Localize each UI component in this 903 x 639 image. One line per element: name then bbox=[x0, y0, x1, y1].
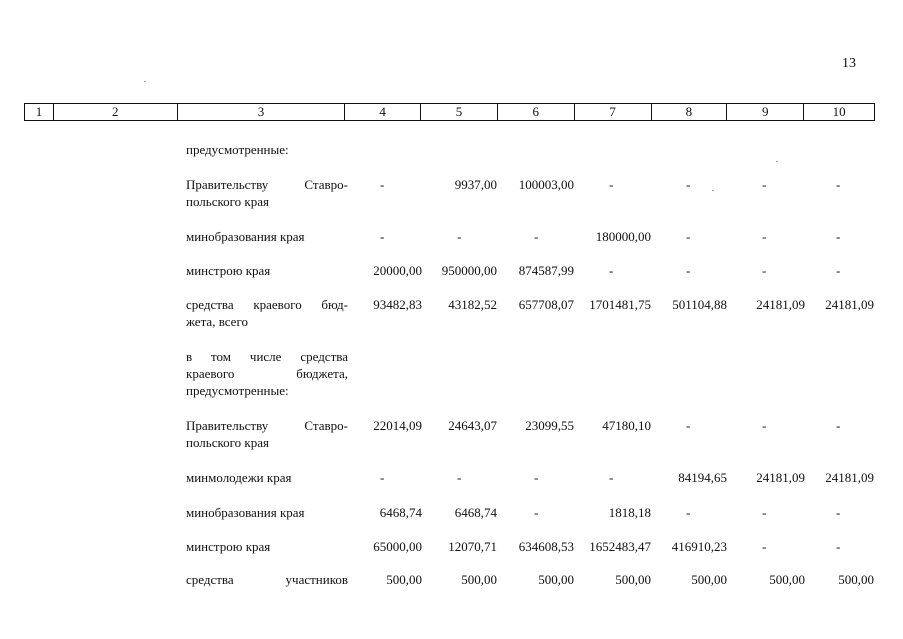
table-cell: - bbox=[836, 505, 841, 520]
table-cell: - bbox=[836, 539, 841, 554]
table-cell: - bbox=[609, 263, 614, 278]
table-cell: 24181,09 bbox=[756, 470, 805, 485]
row-label-line: Правительству Ставро- bbox=[186, 418, 348, 433]
table-cell: - bbox=[836, 229, 841, 244]
table-cell: 500,00 bbox=[538, 572, 574, 587]
table-cell: - bbox=[836, 263, 841, 278]
table-cell: 84194,65 bbox=[678, 470, 727, 485]
row-label-line: минмолодежи края bbox=[186, 470, 292, 485]
row-label-line: предусмотренные: bbox=[186, 383, 289, 398]
table-cell: 874587,99 bbox=[518, 263, 574, 278]
row-label-line: минобразования края bbox=[186, 229, 305, 244]
table-cell: - bbox=[534, 505, 539, 520]
scan-speck bbox=[712, 190, 714, 191]
table-cell: 1652483,47 bbox=[589, 539, 651, 554]
row-label-line: польского края bbox=[186, 194, 269, 209]
row-label bbox=[186, 262, 348, 279]
row-label bbox=[186, 469, 348, 486]
header-cell-3: 3 bbox=[178, 104, 346, 120]
table-cell: 657708,07 bbox=[518, 297, 574, 312]
row-label bbox=[186, 141, 348, 158]
header-cell-7: 7 bbox=[575, 104, 652, 120]
table-cell: 1701481,75 bbox=[589, 297, 651, 312]
row-label-line: минстрою края bbox=[186, 263, 271, 278]
table-cell: 65000,00 bbox=[373, 539, 422, 554]
table-cell: 43182,52 bbox=[448, 297, 497, 312]
row-label bbox=[186, 571, 348, 588]
table-cell: - bbox=[762, 539, 767, 554]
table-cell: 47180,10 bbox=[602, 418, 651, 433]
table-cell: - bbox=[686, 229, 691, 244]
row-label-line: средства краевого бюд- bbox=[186, 297, 348, 312]
table-cell: 93482,83 bbox=[373, 297, 422, 312]
table-cell: 501104,88 bbox=[672, 297, 727, 312]
header-cell-4: 4 bbox=[345, 104, 421, 120]
table-cell: 22014,09 bbox=[373, 418, 422, 433]
row-label bbox=[186, 176, 348, 210]
table-cell: - bbox=[534, 470, 539, 485]
table-cell: 23099,55 bbox=[525, 418, 574, 433]
table-cell: - bbox=[457, 470, 462, 485]
table-cell: - bbox=[762, 229, 767, 244]
table-cell: - bbox=[836, 177, 841, 192]
table-cell: 20000,00 bbox=[373, 263, 422, 278]
row-label-line: минстрою края bbox=[186, 539, 271, 554]
table-cell: 24643,07 bbox=[448, 418, 497, 433]
header-cell-1: 1 bbox=[25, 104, 54, 120]
table-cell: 950000,00 bbox=[441, 263, 497, 278]
row-label-line: в том числе средства bbox=[186, 349, 348, 364]
table-cell: 12070,71 bbox=[448, 539, 497, 554]
table-cell: - bbox=[686, 177, 691, 192]
table-cell: - bbox=[457, 229, 462, 244]
table-cell: 500,00 bbox=[769, 572, 805, 587]
table-cell: 24181,09 bbox=[825, 297, 874, 312]
header-cell-2: 2 bbox=[54, 104, 178, 120]
table-cell: 180000,00 bbox=[595, 229, 651, 244]
scan-speck bbox=[776, 161, 778, 162]
table-cell: - bbox=[762, 505, 767, 520]
row-label bbox=[186, 417, 348, 451]
header-cell-5: 5 bbox=[421, 104, 498, 120]
table-cell: - bbox=[380, 470, 385, 485]
row-label bbox=[186, 228, 348, 245]
row-label-line: средства участников bbox=[186, 572, 348, 587]
page-number: 13 bbox=[842, 56, 856, 71]
row-label bbox=[186, 296, 348, 330]
column-number-header bbox=[24, 103, 875, 121]
table-cell: 6468,74 bbox=[454, 505, 497, 520]
table-cell: 1818,18 bbox=[608, 505, 651, 520]
row-label bbox=[186, 504, 348, 521]
header-cell-8: 8 bbox=[652, 104, 728, 120]
table-cell: - bbox=[762, 418, 767, 433]
table-cell: - bbox=[609, 470, 614, 485]
table-cell: - bbox=[762, 177, 767, 192]
table-cell: 500,00 bbox=[386, 572, 422, 587]
table-cell: 100003,00 bbox=[518, 177, 574, 192]
table-cell: 24181,09 bbox=[825, 470, 874, 485]
table-cell: 500,00 bbox=[615, 572, 651, 587]
row-label-line: предусмотренные: bbox=[186, 142, 289, 157]
table-cell: - bbox=[609, 177, 614, 192]
header-cell-10: 10 bbox=[832, 104, 846, 119]
table-cell: - bbox=[380, 229, 385, 244]
table-cell: 6468,74 bbox=[379, 505, 422, 520]
table-cell: 24181,09 bbox=[756, 297, 805, 312]
table-cell: - bbox=[762, 263, 767, 278]
table-cell: - bbox=[380, 177, 385, 192]
row-label-line: польского края bbox=[186, 435, 269, 450]
table-cell: 500,00 bbox=[691, 572, 727, 587]
table-cell: - bbox=[836, 418, 841, 433]
row-label-line: Правительству Ставро- bbox=[186, 177, 348, 192]
table-cell: - bbox=[686, 418, 691, 433]
table-cell: - bbox=[686, 263, 691, 278]
row-label bbox=[186, 538, 348, 555]
table-cell: 9937,00 bbox=[454, 177, 497, 192]
table-cell: 500,00 bbox=[461, 572, 497, 587]
table-cell: 500,00 bbox=[838, 572, 874, 587]
row-label-line: жета, всего bbox=[186, 314, 248, 329]
row-label-line: краевого бюджета, bbox=[186, 366, 348, 381]
row-label-line: минобразования края bbox=[186, 505, 305, 520]
scan-speck bbox=[144, 81, 146, 82]
row-label bbox=[186, 348, 348, 399]
header-cell-6: 6 bbox=[498, 104, 575, 120]
table-cell: 416910,23 bbox=[671, 539, 727, 554]
table-cell: - bbox=[686, 505, 691, 520]
table-cell: - bbox=[534, 229, 539, 244]
table-cell: 634608,53 bbox=[518, 539, 574, 554]
header-cell-9: 9 bbox=[727, 104, 804, 120]
